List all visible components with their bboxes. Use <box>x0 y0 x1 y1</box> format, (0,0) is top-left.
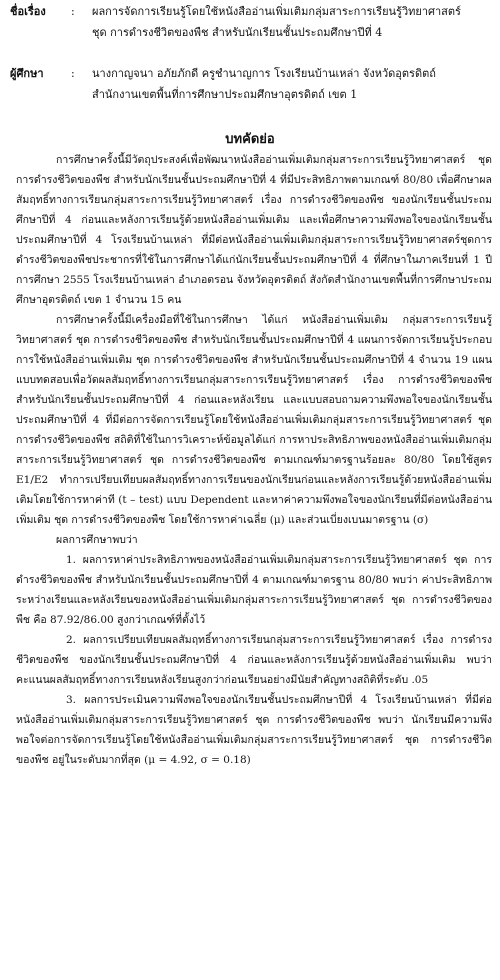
abstract-title: บทคัดย่อ <box>225 132 275 147</box>
author-line-2: สำนักงานเขตพื้นที่การศึกษาประถมศึกษาอุตรดิตถ์ เขต 1 <box>92 88 358 101</box>
author-colon: : <box>71 67 75 80</box>
result-item-1: 1. ผลการหาค่าประสิทธิภาพของหนังสืออ่านเพิ่มเติมกลุ่มสาระการเรียนรู้วิทยาศาสตร์ ชุด การดำรงชีวิตของพืช สำหรับนักเรียนชั้นประถมศึกษาปีที่ 4 ตามเกณฑ์มาตรฐาน 80/80 พบว่า ค่าประสิทธิภาพระหว่างเรียนและหลังเรียนของหนังสืออ่านเพิ่มเติมกลุ่มสาระการเรียนรู้วิทยาศาสตร์ ชุด การดำรงชีวิตของพืช คือ 87.92/86.00 สูงกว่าเกณฑ์ที่ตั้งไว้ <box>16 554 492 626</box>
topic-colon: : <box>71 5 75 18</box>
author-label: ผู้ศึกษา <box>10 67 44 80</box>
result-item-3: 3. ผลการประเมินความพึงพอใจของนักเรียนชั้นประถมศึกษาปีที่ 4 โรงเรียนบ้านเหล่า ที่มีต่อหนังสืออ่านเพิ่มเติมกลุ่มสาระการเรียนรู้วิทยาศาสตร์ ชุด การดำรงชีวิตของพืช พบว่า นักเรียนมีความพึงพอใจต่อการจัดการเรียนรู้โดยใช้หนังสืออ่านเพิ่มเติมกลุ่มสาระการเรียนรู้วิทยาศาสตร์ ชุด การดำรงชีวิตของพืช อยู่ในระดับมากที่สุด (μ = 4.92, σ = 0.18) <box>16 694 492 766</box>
results-heading: ผลการศึกษาพบว่า <box>56 534 138 546</box>
topic-line-2: ชุด การดำรงชีวิตของพืช สำหรับนักเรียนชั้นประถมศึกษาปีที่ 4 <box>92 26 383 39</box>
topic-label: ชื่อเรื่อง <box>10 5 46 18</box>
abstract-body <box>16 150 492 770</box>
paragraph-methods: การศึกษาครั้งนี้มีเครื่องมือที่ใช้ในการศึกษา ได้แก่ หนังสืออ่านเพิ่มเติม กลุ่มสาระการเรียนรู้วิทยาศาสตร์ ชุด การดำรงชีวิตของพืช สำหรับนักเรียนชั้นประถมศึกษาปีที่ 4 แผนการจัดการเรียนรู้ประกอบการใช้หนังสืออ่านเพิ่มเติม ชุด การดำรงชีวิตของพืช สำหรับนักเรียนชั้นประถมศึกษาปีที่ 4 จำนวน 19 แผน แบบทดสอบเพื่อวัดผลสัมฤทธิ์ทางการเรียนกลุ่มสาระการเรียนรู้วิทยาศาสตร์ เรื่อง การดำรงชีวิตของพืช สำหรับนักเรียนชั้นประถมศึกษาปีที่ 4 ก่อนและหลังเรียน และแบบสอบถามความพึงพอใจของนักเรียนชั้นประถมศึกษาปีที่ 4 ที่มีต่อการจัดการเรียนรู้โดยใช้หนังสืออ่านเพิ่มเติมกลุ่มสาระการเรียนรู้วิทยาศาสตร์ ชุด การดำรงชีวิตของพืช สถิติที่ใช้ในการวิเคราะห์ข้อมูลได้แก่ การหาประสิทธิภาพของหนังสืออ่านเพิ่มเติมกลุ่มสาระการเรียนรู้วิทยาศาสตร์ ชุด การดำรงชีวิตของพืช ตามเกณฑ์มาตรฐานร้อยละ 80/80 โดยใช้สูตร E1/E2 ทำการเปรียบเทียบผลสัมฤทธิ์ทางการเรียนของนักเรียนก่อนและหลังการเรียนรู้ด้วยหนังสืออ่านเพิ่มเติมโดยใช้การหาค่าที (t – test) แบบ Dependent และหาค่าความพึงพอใจของนักเรียนที่มีต่อหนังสืออ่านเพิ่มเติม ชุด การดำรงชีวิตของพืช โดยใช้การหาค่าเฉลี่ย (μ) และส่วนเบี่ยงเบนมาตรฐาน (σ) <box>16 314 492 526</box>
author-line-1: นางกาญจนา อภัยภักดี ครูชำนาญการ โรงเรียนบ้านเหล่า จังหวัดอุตรดิตถ์ <box>92 67 436 80</box>
paragraph-objectives: การศึกษาครั้งนี้มีวัตถุประสงค์เพื่อพัฒนาหนังสืออ่านเพิ่มเติมกลุ่มสาระการเรียนรู้วิทยาศาสตร์ ชุด การดำรงชีวิตของพืช สำหรับนักเรียนชั้นประถมศึกษาปีที่ 4 ที่มีประสิทธิภาพตามเกณฑ์ 80/80 เพื่อศึกษาผลสัมฤทธิ์ทางการเรียนกลุ่มสาระการเรียนรู้วิทยาศาสตร์ เรื่อง การดำรงชีวิตของพืช ของนักเรียนชั้นประถมศึกษาปีที่ 4 ก่อนและหลังการเรียนรู้ด้วยหนังสืออ่านเพิ่มเติม และเพื่อศึกษาความพึงพอใจของนักเรียนชั้นประถมศึกษาปีที่ 4 โรงเรียนบ้านเหล่า ที่มีต่อหนังสืออ่านเพิ่มเติมกลุ่มสาระการเรียนรู้วิทยาศาสตร์ชุดการดำรงชีวิตของพืชประชากรที่ใช้ในการศึกษาได้แก่นักเรียนชั้นประถมศึกษาปีที่ 4 ที่ศึกษาในภาคเรียนที่ 1 ปีการศึกษา 2555 โรงเรียนบ้านเหล่า อำเภอตรอน จังหวัดอุตรดิตถ์ สังกัดสำนักงานเขตพื้นที่การศึกษาประถมศึกษาอุตรดิตถ์ เขต 1 จำนวน 15 คน <box>16 154 492 306</box>
topic-line-1: ผลการจัดการเรียนรู้โดยใช้หนังสืออ่านเพิ่มเติมกลุ่มสาระการเรียนรู้วิทยาศาสตร์ <box>92 5 461 18</box>
result-item-2: 2. ผลการเปรียบเทียบผลสัมฤทธิ์ทางการเรียนกลุ่มสาระการเรียนรู้วิทยาศาสตร์ เรื่อง การดำรงชีวิตของพืช ของนักเรียนชั้นประถมศึกษาปีที่ 4 ก่อนและหลังการเรียนรู้ด้วยหนังสืออ่านเพิ่มเติม พบว่า คะแนนผลสัมฤทธิ์ทางการเรียนหลังเรียนสูงกว่าก่อนเรียนอย่างมีนัยสำคัญทางสถิติที่ระดับ .05 <box>16 634 492 686</box>
